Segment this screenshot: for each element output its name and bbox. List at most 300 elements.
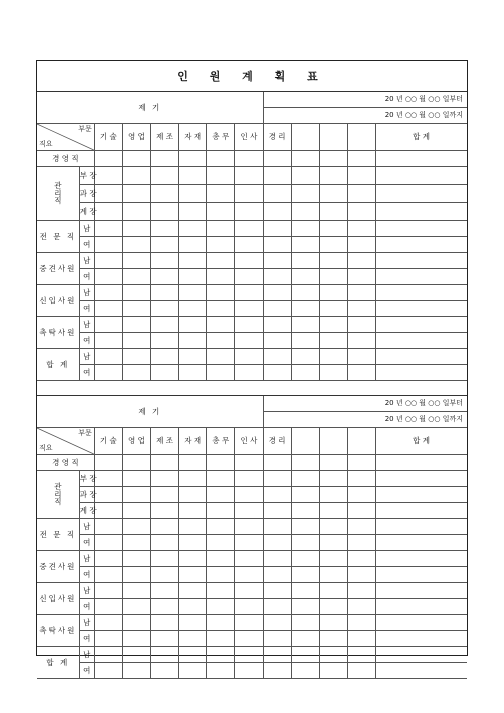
entry-cell[interactable] (94, 167, 122, 185)
entry-cell[interactable] (319, 185, 347, 203)
entry-cell[interactable] (347, 237, 375, 253)
entry-cell[interactable] (151, 583, 179, 599)
entry-cell[interactable] (207, 647, 235, 663)
entry-cell[interactable] (376, 503, 468, 519)
entry-cell[interactable] (179, 567, 207, 583)
entry-cell[interactable] (263, 615, 291, 631)
entry-cell[interactable] (179, 269, 207, 285)
entry-cell[interactable] (207, 535, 235, 551)
entry-cell[interactable] (376, 253, 468, 269)
entry-cell[interactable] (179, 663, 207, 679)
entry-cell[interactable] (319, 151, 347, 167)
entry-cell[interactable] (291, 567, 319, 583)
entry-cell[interactable] (207, 599, 235, 615)
entry-cell[interactable] (347, 551, 375, 567)
entry-cell[interactable] (235, 615, 263, 631)
entry-cell[interactable] (122, 151, 150, 167)
entry-cell[interactable] (235, 551, 263, 567)
entry-cell[interactable] (319, 349, 347, 365)
entry-cell[interactable] (263, 237, 291, 253)
entry-cell[interactable] (179, 551, 207, 567)
entry-cell[interactable] (263, 365, 291, 381)
entry-cell[interactable] (122, 519, 150, 535)
entry-cell[interactable] (291, 471, 319, 487)
entry-cell[interactable] (347, 301, 375, 317)
entry-cell[interactable] (376, 203, 468, 221)
entry-cell[interactable] (179, 301, 207, 317)
entry-cell[interactable] (94, 583, 122, 599)
entry-cell[interactable] (179, 503, 207, 519)
entry-cell[interactable] (122, 455, 150, 471)
entry-cell[interactable] (94, 535, 122, 551)
entry-cell[interactable] (151, 333, 179, 349)
entry-cell[interactable] (376, 647, 468, 663)
entry-cell[interactable] (151, 503, 179, 519)
entry-cell[interactable] (291, 455, 319, 471)
entry-cell[interactable] (179, 333, 207, 349)
entry-cell[interactable] (319, 333, 347, 349)
entry-cell[interactable] (235, 349, 263, 365)
entry-cell[interactable] (291, 301, 319, 317)
entry-cell[interactable] (347, 333, 375, 349)
entry-cell[interactable] (319, 583, 347, 599)
entry-cell[interactable] (122, 349, 150, 365)
entry-cell[interactable] (94, 455, 122, 471)
entry-cell[interactable] (319, 203, 347, 221)
entry-cell[interactable] (94, 551, 122, 567)
entry-cell[interactable] (94, 503, 122, 519)
entry-cell[interactable] (347, 583, 375, 599)
entry-cell[interactable] (151, 317, 179, 333)
entry-cell[interactable] (122, 583, 150, 599)
entry-cell[interactable] (319, 535, 347, 551)
entry-cell[interactable] (235, 647, 263, 663)
entry-cell[interactable] (207, 285, 235, 301)
entry-cell[interactable] (207, 269, 235, 285)
entry-cell[interactable] (94, 237, 122, 253)
entry-cell[interactable] (151, 471, 179, 487)
entry-cell[interactable] (291, 599, 319, 615)
entry-cell[interactable] (151, 221, 179, 237)
entry-cell[interactable] (179, 631, 207, 647)
entry-cell[interactable] (122, 237, 150, 253)
entry-cell[interactable] (376, 333, 468, 349)
entry-cell[interactable] (291, 487, 319, 503)
entry-cell[interactable] (376, 365, 468, 381)
entry-cell[interactable] (94, 203, 122, 221)
entry-cell[interactable] (319, 599, 347, 615)
entry-cell[interactable] (122, 203, 150, 221)
entry-cell[interactable] (235, 301, 263, 317)
entry-cell[interactable] (122, 535, 150, 551)
entry-cell[interactable] (235, 471, 263, 487)
entry-cell[interactable] (263, 455, 291, 471)
entry-cell[interactable] (235, 221, 263, 237)
entry-cell[interactable] (179, 203, 207, 221)
entry-cell[interactable] (376, 167, 468, 185)
entry-cell[interactable] (376, 185, 468, 203)
entry-cell[interactable] (291, 333, 319, 349)
entry-cell[interactable] (263, 631, 291, 647)
entry-cell[interactable] (263, 503, 291, 519)
entry-cell[interactable] (94, 471, 122, 487)
entry-cell[interactable] (376, 663, 468, 679)
entry-cell[interactable] (94, 631, 122, 647)
entry-cell[interactable] (291, 237, 319, 253)
entry-cell[interactable] (235, 365, 263, 381)
entry-cell[interactable] (347, 535, 375, 551)
entry-cell[interactable] (235, 151, 263, 167)
entry-cell[interactable] (179, 519, 207, 535)
entry-cell[interactable] (207, 185, 235, 203)
entry-cell[interactable] (347, 615, 375, 631)
entry-cell[interactable] (122, 301, 150, 317)
entry-cell[interactable] (151, 301, 179, 317)
entry-cell[interactable] (376, 269, 468, 285)
entry-cell[interactable] (94, 615, 122, 631)
entry-cell[interactable] (151, 269, 179, 285)
entry-cell[interactable] (347, 221, 375, 237)
entry-cell[interactable] (319, 663, 347, 679)
entry-cell[interactable] (94, 647, 122, 663)
entry-cell[interactable] (263, 535, 291, 551)
entry-cell[interactable] (347, 455, 375, 471)
entry-cell[interactable] (235, 503, 263, 519)
entry-cell[interactable] (291, 253, 319, 269)
entry-cell[interactable] (235, 487, 263, 503)
entry-cell[interactable] (235, 185, 263, 203)
entry-cell[interactable] (263, 285, 291, 301)
entry-cell[interactable] (347, 269, 375, 285)
entry-cell[interactable] (207, 221, 235, 237)
entry-cell[interactable] (151, 185, 179, 203)
entry-cell[interactable] (347, 253, 375, 269)
entry-cell[interactable] (179, 317, 207, 333)
entry-cell[interactable] (263, 151, 291, 167)
entry-cell[interactable] (122, 567, 150, 583)
entry-cell[interactable] (207, 615, 235, 631)
entry-cell[interactable] (151, 237, 179, 253)
entry-cell[interactable] (235, 285, 263, 301)
entry-cell[interactable] (376, 285, 468, 301)
entry-cell[interactable] (376, 151, 468, 167)
entry-cell[interactable] (376, 487, 468, 503)
entry-cell[interactable] (319, 253, 347, 269)
entry-cell[interactable] (94, 663, 122, 679)
entry-cell[interactable] (376, 221, 468, 237)
entry-cell[interactable] (347, 349, 375, 365)
entry-cell[interactable] (235, 663, 263, 679)
entry-cell[interactable] (291, 285, 319, 301)
entry-cell[interactable] (291, 519, 319, 535)
entry-cell[interactable] (122, 167, 150, 185)
entry-cell[interactable] (94, 333, 122, 349)
entry-cell[interactable] (376, 471, 468, 487)
entry-cell[interactable] (94, 365, 122, 381)
entry-cell[interactable] (179, 615, 207, 631)
entry-cell[interactable] (319, 551, 347, 567)
entry-cell[interactable] (122, 269, 150, 285)
entry-cell[interactable] (151, 663, 179, 679)
entry-cell[interactable] (347, 471, 375, 487)
entry-cell[interactable] (319, 317, 347, 333)
entry-cell[interactable] (319, 285, 347, 301)
entry-cell[interactable] (319, 615, 347, 631)
entry-cell[interactable] (179, 167, 207, 185)
entry-cell[interactable] (291, 535, 319, 551)
entry-cell[interactable] (207, 301, 235, 317)
entry-cell[interactable] (207, 583, 235, 599)
entry-cell[interactable] (376, 317, 468, 333)
entry-cell[interactable] (151, 253, 179, 269)
entry-cell[interactable] (179, 455, 207, 471)
entry-cell[interactable] (291, 647, 319, 663)
entry-cell[interactable] (179, 221, 207, 237)
entry-cell[interactable] (235, 599, 263, 615)
entry-cell[interactable] (179, 237, 207, 253)
entry-cell[interactable] (263, 317, 291, 333)
entry-cell[interactable] (235, 167, 263, 185)
entry-cell[interactable] (263, 167, 291, 185)
entry-cell[interactable] (235, 631, 263, 647)
entry-cell[interactable] (347, 519, 375, 535)
entry-cell[interactable] (179, 647, 207, 663)
entry-cell[interactable] (151, 647, 179, 663)
entry-cell[interactable] (376, 631, 468, 647)
entry-cell[interactable] (207, 455, 235, 471)
entry-cell[interactable] (291, 551, 319, 567)
entry-cell[interactable] (94, 599, 122, 615)
entry-cell[interactable] (347, 503, 375, 519)
entry-cell[interactable] (291, 615, 319, 631)
entry-cell[interactable] (319, 167, 347, 185)
entry-cell[interactable] (151, 535, 179, 551)
entry-cell[interactable] (122, 471, 150, 487)
entry-cell[interactable] (151, 551, 179, 567)
entry-cell[interactable] (263, 253, 291, 269)
entry-cell[interactable] (376, 349, 468, 365)
entry-cell[interactable] (347, 285, 375, 301)
entry-cell[interactable] (179, 365, 207, 381)
entry-cell[interactable] (235, 237, 263, 253)
entry-cell[interactable] (207, 317, 235, 333)
entry-cell[interactable] (94, 269, 122, 285)
entry-cell[interactable] (347, 599, 375, 615)
entry-cell[interactable] (179, 599, 207, 615)
entry-cell[interactable] (235, 253, 263, 269)
entry-cell[interactable] (347, 151, 375, 167)
entry-cell[interactable] (94, 285, 122, 301)
entry-cell[interactable] (376, 583, 468, 599)
entry-cell[interactable] (263, 269, 291, 285)
entry-cell[interactable] (319, 237, 347, 253)
entry-cell[interactable] (179, 151, 207, 167)
entry-cell[interactable] (207, 567, 235, 583)
entry-cell[interactable] (122, 317, 150, 333)
entry-cell[interactable] (207, 663, 235, 679)
entry-cell[interactable] (376, 301, 468, 317)
entry-cell[interactable] (207, 151, 235, 167)
entry-cell[interactable] (347, 567, 375, 583)
entry-cell[interactable] (376, 599, 468, 615)
entry-cell[interactable] (151, 599, 179, 615)
entry-cell[interactable] (94, 317, 122, 333)
entry-cell[interactable] (263, 301, 291, 317)
entry-cell[interactable] (376, 615, 468, 631)
entry-cell[interactable] (235, 317, 263, 333)
entry-cell[interactable] (319, 519, 347, 535)
entry-cell[interactable] (179, 487, 207, 503)
entry-cell[interactable] (207, 253, 235, 269)
entry-cell[interactable] (151, 151, 179, 167)
entry-cell[interactable] (94, 349, 122, 365)
entry-cell[interactable] (291, 269, 319, 285)
entry-cell[interactable] (347, 203, 375, 221)
entry-cell[interactable] (207, 551, 235, 567)
entry-cell[interactable] (376, 535, 468, 551)
entry-cell[interactable] (319, 487, 347, 503)
entry-cell[interactable] (207, 203, 235, 221)
entry-cell[interactable] (122, 631, 150, 647)
entry-cell[interactable] (94, 519, 122, 535)
entry-cell[interactable] (263, 471, 291, 487)
entry-cell[interactable] (151, 203, 179, 221)
entry-cell[interactable] (291, 317, 319, 333)
entry-cell[interactable] (122, 663, 150, 679)
entry-cell[interactable] (122, 221, 150, 237)
entry-cell[interactable] (263, 221, 291, 237)
entry-cell[interactable] (207, 237, 235, 253)
entry-cell[interactable] (94, 567, 122, 583)
entry-cell[interactable] (151, 349, 179, 365)
entry-cell[interactable] (319, 567, 347, 583)
entry-cell[interactable] (122, 503, 150, 519)
entry-cell[interactable] (319, 631, 347, 647)
entry-cell[interactable] (151, 285, 179, 301)
entry-cell[interactable] (263, 349, 291, 365)
entry-cell[interactable] (122, 365, 150, 381)
entry-cell[interactable] (235, 567, 263, 583)
entry-cell[interactable] (207, 365, 235, 381)
entry-cell[interactable] (207, 487, 235, 503)
entry-cell[interactable] (207, 333, 235, 349)
entry-cell[interactable] (122, 285, 150, 301)
entry-cell[interactable] (151, 455, 179, 471)
entry-cell[interactable] (235, 269, 263, 285)
entry-cell[interactable] (376, 551, 468, 567)
entry-cell[interactable] (235, 203, 263, 221)
entry-cell[interactable] (263, 663, 291, 679)
entry-cell[interactable] (235, 583, 263, 599)
entry-cell[interactable] (291, 349, 319, 365)
entry-cell[interactable] (235, 519, 263, 535)
entry-cell[interactable] (347, 663, 375, 679)
entry-cell[interactable] (263, 567, 291, 583)
entry-cell[interactable] (263, 203, 291, 221)
entry-cell[interactable] (179, 583, 207, 599)
entry-cell[interactable] (319, 471, 347, 487)
entry-cell[interactable] (291, 631, 319, 647)
entry-cell[interactable] (122, 487, 150, 503)
entry-cell[interactable] (319, 301, 347, 317)
entry-cell[interactable] (347, 647, 375, 663)
entry-cell[interactable] (291, 151, 319, 167)
entry-cell[interactable] (151, 519, 179, 535)
entry-cell[interactable] (376, 237, 468, 253)
entry-cell[interactable] (94, 301, 122, 317)
entry-cell[interactable] (151, 167, 179, 185)
entry-cell[interactable] (122, 551, 150, 567)
entry-cell[interactable] (94, 151, 122, 167)
entry-cell[interactable] (347, 317, 375, 333)
entry-cell[interactable] (291, 583, 319, 599)
entry-cell[interactable] (94, 487, 122, 503)
entry-cell[interactable] (291, 221, 319, 237)
entry-cell[interactable] (207, 519, 235, 535)
entry-cell[interactable] (319, 647, 347, 663)
entry-cell[interactable] (291, 503, 319, 519)
entry-cell[interactable] (263, 487, 291, 503)
entry-cell[interactable] (347, 487, 375, 503)
entry-cell[interactable] (122, 615, 150, 631)
entry-cell[interactable] (179, 471, 207, 487)
entry-cell[interactable] (319, 503, 347, 519)
entry-cell[interactable] (179, 285, 207, 301)
entry-cell[interactable] (376, 519, 468, 535)
entry-cell[interactable] (347, 365, 375, 381)
entry-cell[interactable] (235, 455, 263, 471)
entry-cell[interactable] (319, 269, 347, 285)
entry-cell[interactable] (207, 503, 235, 519)
entry-cell[interactable] (179, 185, 207, 203)
entry-cell[interactable] (291, 185, 319, 203)
entry-cell[interactable] (291, 365, 319, 381)
entry-cell[interactable] (263, 551, 291, 567)
entry-cell[interactable] (122, 599, 150, 615)
entry-cell[interactable] (319, 455, 347, 471)
entry-cell[interactable] (207, 349, 235, 365)
entry-cell[interactable] (151, 487, 179, 503)
entry-cell[interactable] (347, 631, 375, 647)
entry-cell[interactable] (94, 221, 122, 237)
entry-cell[interactable] (207, 167, 235, 185)
entry-cell[interactable] (151, 615, 179, 631)
entry-cell[interactable] (263, 583, 291, 599)
entry-cell[interactable] (235, 535, 263, 551)
entry-cell[interactable] (291, 203, 319, 221)
entry-cell[interactable] (122, 185, 150, 203)
entry-cell[interactable] (376, 455, 468, 471)
entry-cell[interactable] (122, 253, 150, 269)
entry-cell[interactable] (94, 185, 122, 203)
entry-cell[interactable] (235, 333, 263, 349)
entry-cell[interactable] (122, 647, 150, 663)
entry-cell[interactable] (122, 333, 150, 349)
entry-cell[interactable] (179, 349, 207, 365)
entry-cell[interactable] (94, 253, 122, 269)
entry-cell[interactable] (151, 365, 179, 381)
entry-cell[interactable] (319, 221, 347, 237)
entry-cell[interactable] (291, 663, 319, 679)
entry-cell[interactable] (347, 167, 375, 185)
entry-cell[interactable] (291, 167, 319, 185)
entry-cell[interactable] (263, 333, 291, 349)
entry-cell[interactable] (151, 567, 179, 583)
entry-cell[interactable] (207, 631, 235, 647)
entry-cell[interactable] (376, 567, 468, 583)
entry-cell[interactable] (263, 519, 291, 535)
entry-cell[interactable] (263, 647, 291, 663)
